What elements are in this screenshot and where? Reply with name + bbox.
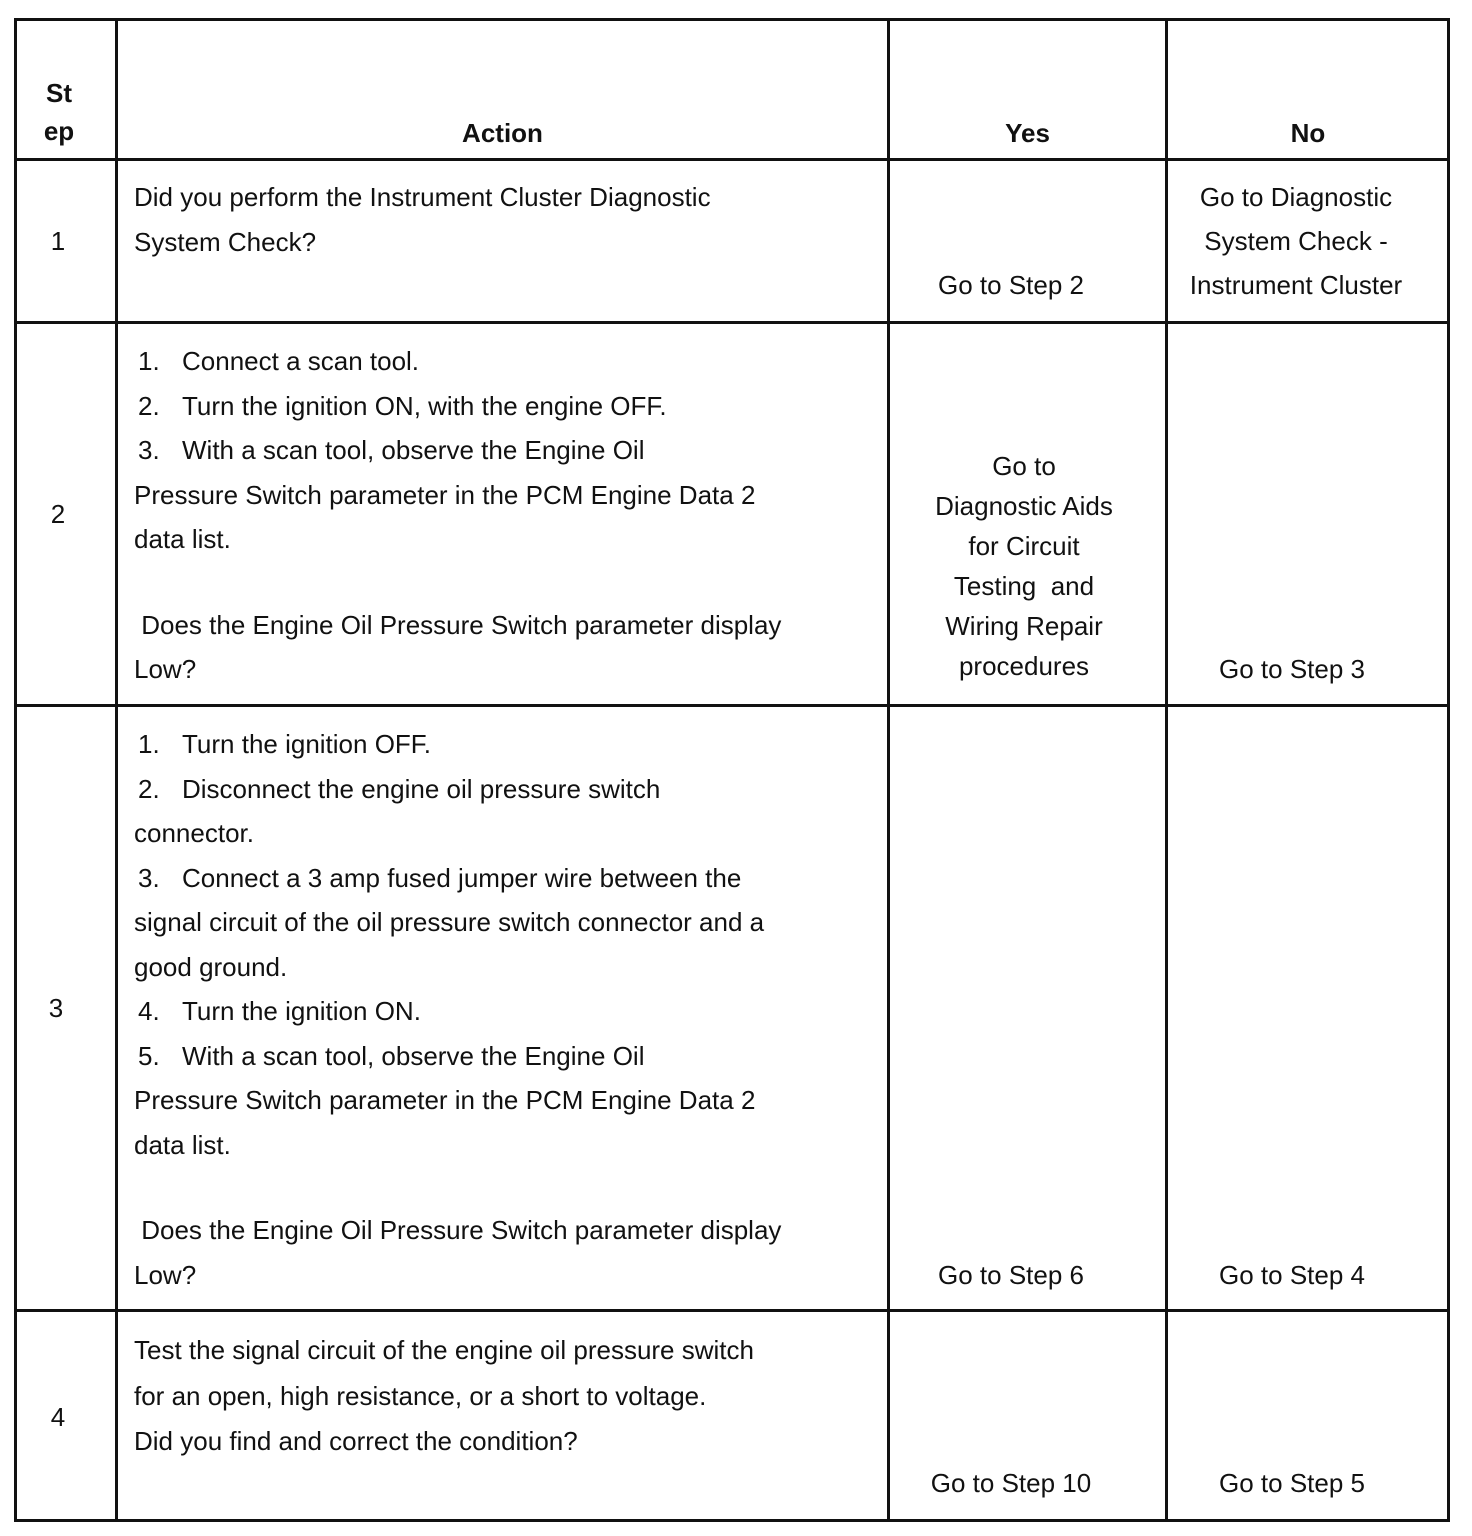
step-number: 4: [50, 1402, 66, 1432]
step-number: 2: [50, 499, 66, 529]
action-line: good ground.: [134, 951, 288, 982]
no-cell: Go to Step 4: [1219, 1260, 1365, 1290]
action-line: Did you find and correct the condition?: [134, 1426, 578, 1456]
action-cell: [134, 339, 781, 692]
action-cell: [134, 1328, 754, 1465]
action-list-item: 1. Turn the ignition OFF.: [138, 729, 432, 759]
yes-line: for Circuit: [968, 531, 1080, 561]
row-divider: [14, 321, 1450, 324]
header-step-line2: ep: [43, 116, 75, 146]
yes-line: Testing and: [953, 571, 1095, 601]
no-line: Instrument Cluster: [1189, 270, 1403, 300]
yes-cell: [903, 446, 1145, 686]
action-line: data list.: [134, 524, 231, 554]
yes-cell: Go to Step 2: [938, 270, 1084, 300]
header-step: [14, 74, 104, 150]
action-line: for an open, high resistance, or a short to voltage.: [134, 1380, 707, 1411]
action-list-item: 1. Connect a scan tool.: [138, 346, 420, 376]
column-divider: [115, 18, 118, 1522]
action-list-item: 5. With a scan tool, observe the Engine Oil: [138, 1040, 645, 1071]
yes-cell: Go to Step 6: [938, 1260, 1084, 1290]
action-line: System Check?: [134, 226, 317, 257]
action-line: Did you perform the Instrument Cluster Diagnostic: [134, 182, 711, 212]
yes-line: Diagnostic Aids: [935, 491, 1113, 521]
action-question: Does the Engine Oil Pressure Switch parameter display: [134, 609, 782, 640]
action-line: Pressure Switch parameter in the PCM Engine Data 2: [134, 479, 756, 510]
action-cell: [134, 722, 781, 1297]
action-list-item: 2. Disconnect the engine oil pressure switch: [138, 773, 661, 804]
no-cell: Go to Step 3: [1219, 654, 1365, 684]
action-question: Does the Engine Oil Pressure Switch parameter display: [134, 1215, 782, 1245]
yes-cell: Go to Step 10: [930, 1468, 1092, 1498]
action-line: connector.: [134, 818, 254, 848]
action-list-item: 4. Turn the ignition ON.: [138, 996, 421, 1026]
yes-line: Go to: [992, 451, 1056, 481]
no-line: Go to Diagnostic: [1199, 182, 1393, 212]
no-cell: Go to Step 5: [1219, 1468, 1365, 1498]
row-divider: [14, 1309, 1450, 1312]
action-line: data list.: [134, 1129, 231, 1160]
action-line: Pressure Switch parameter in the PCM Engine Data 2: [134, 1085, 756, 1115]
step-number: 1: [50, 226, 66, 256]
action-question: Low?: [134, 1259, 197, 1290]
yes-line: Wiring Repair: [945, 611, 1103, 641]
no-cell: [1168, 175, 1424, 307]
action-question: Low?: [134, 654, 197, 684]
row-divider: [14, 704, 1450, 707]
header-yes: Yes: [1005, 118, 1050, 148]
header-step-line1: St: [46, 78, 72, 108]
yes-line: procedures: [958, 651, 1090, 681]
action-cell: [134, 175, 711, 264]
step-number: 3: [48, 993, 64, 1023]
action-list-item: 2. Turn the ignition ON, with the engine OFF.: [138, 390, 667, 421]
action-line: signal circuit of the oil pressure switch connector and a: [134, 907, 765, 937]
no-line: System Check -: [1204, 226, 1388, 256]
row-divider: [14, 158, 1450, 161]
action-list-item: 3. Connect a 3 amp fused jumper wire between the: [138, 862, 742, 893]
action-list-item: 3. With a scan tool, observe the Engine Oil: [138, 435, 645, 465]
header-no: No: [1290, 118, 1326, 148]
header-action: Action: [462, 118, 543, 148]
action-line: Test the signal circuit of the engine oil pressure switch: [134, 1335, 754, 1365]
